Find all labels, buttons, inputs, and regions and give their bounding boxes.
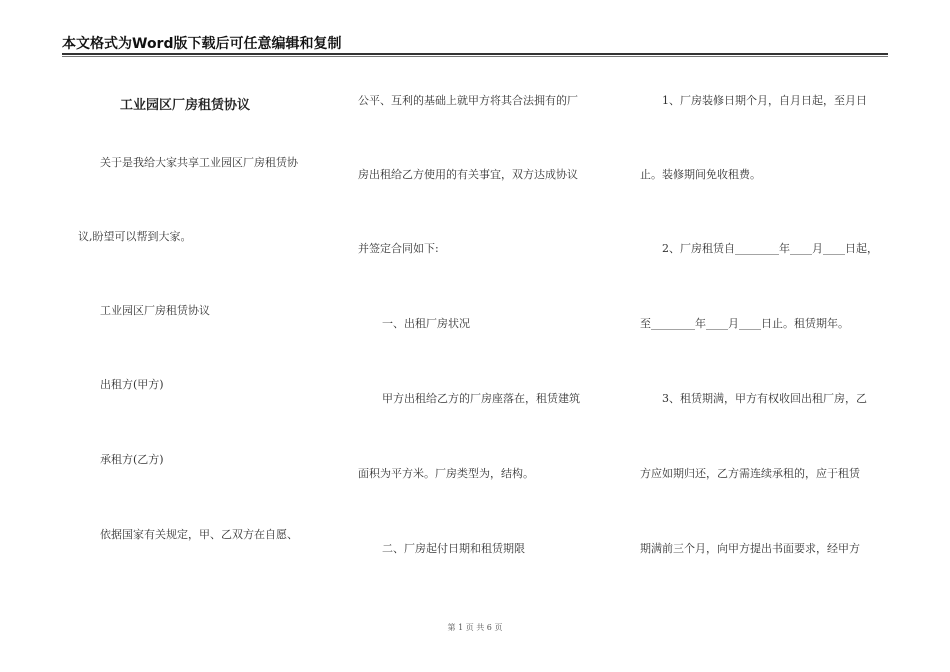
paragraph-line: 面积为平方米。厂房类型为，结构。 [358, 467, 534, 480]
paragraph-line: 关于是我给大家共享工业园区厂房租赁协 [100, 156, 298, 169]
paragraph-line: 甲方出租给乙方的厂房座落在，租赁建筑 [382, 392, 580, 405]
paragraph-line: 承租方(乙方) [100, 453, 164, 466]
paragraph-line: 并签定合同如下: [358, 242, 439, 255]
paragraph-line: 公平、互利的基础上就甲方将其合法拥有的厂 [358, 94, 578, 107]
paragraph-line: 出租方(甲方) [100, 378, 164, 391]
paragraph-line: 方应如期归还，乙方需连续承租的，应于租赁 [640, 467, 860, 480]
paragraph-line: 1、厂房装修日期个月，自月日起，至月日 [662, 94, 867, 107]
paragraph-line: 期满前三个月，向甲方提出书面要求，经甲方 [640, 542, 860, 555]
document-title: 工业园区厂房租赁协议 [120, 98, 251, 113]
page-number: 第 1 页 共 6 页 [447, 623, 503, 632]
document-header: 本文格式为Word版下载后可任意编辑和复制 [62, 36, 342, 52]
paragraph-line: 依据国家有关规定，甲、乙双方在自愿、 [100, 528, 298, 541]
paragraph-line: 议,盼望可以帮到大家。 [78, 230, 192, 243]
paragraph-line: 3、租赁期满，甲方有权收回出租厂房，乙 [662, 392, 867, 405]
paragraph-line: 2、厂房租赁自________年____月____日起， [662, 242, 878, 255]
section-heading: 二、厂房起付日期和租赁期限 [382, 542, 525, 555]
paragraph-line: 房出租给乙方使用的有关事宜，双方达成协议 [358, 168, 578, 181]
paragraph-line: 止。装修期间免收租费。 [640, 168, 761, 181]
paragraph-line: 至________年____月____日止。租赁期年。 [640, 317, 849, 330]
paragraph-line: 工业园区厂房租赁协议 [100, 304, 210, 317]
section-heading: 一、出租厂房状况 [382, 317, 470, 330]
